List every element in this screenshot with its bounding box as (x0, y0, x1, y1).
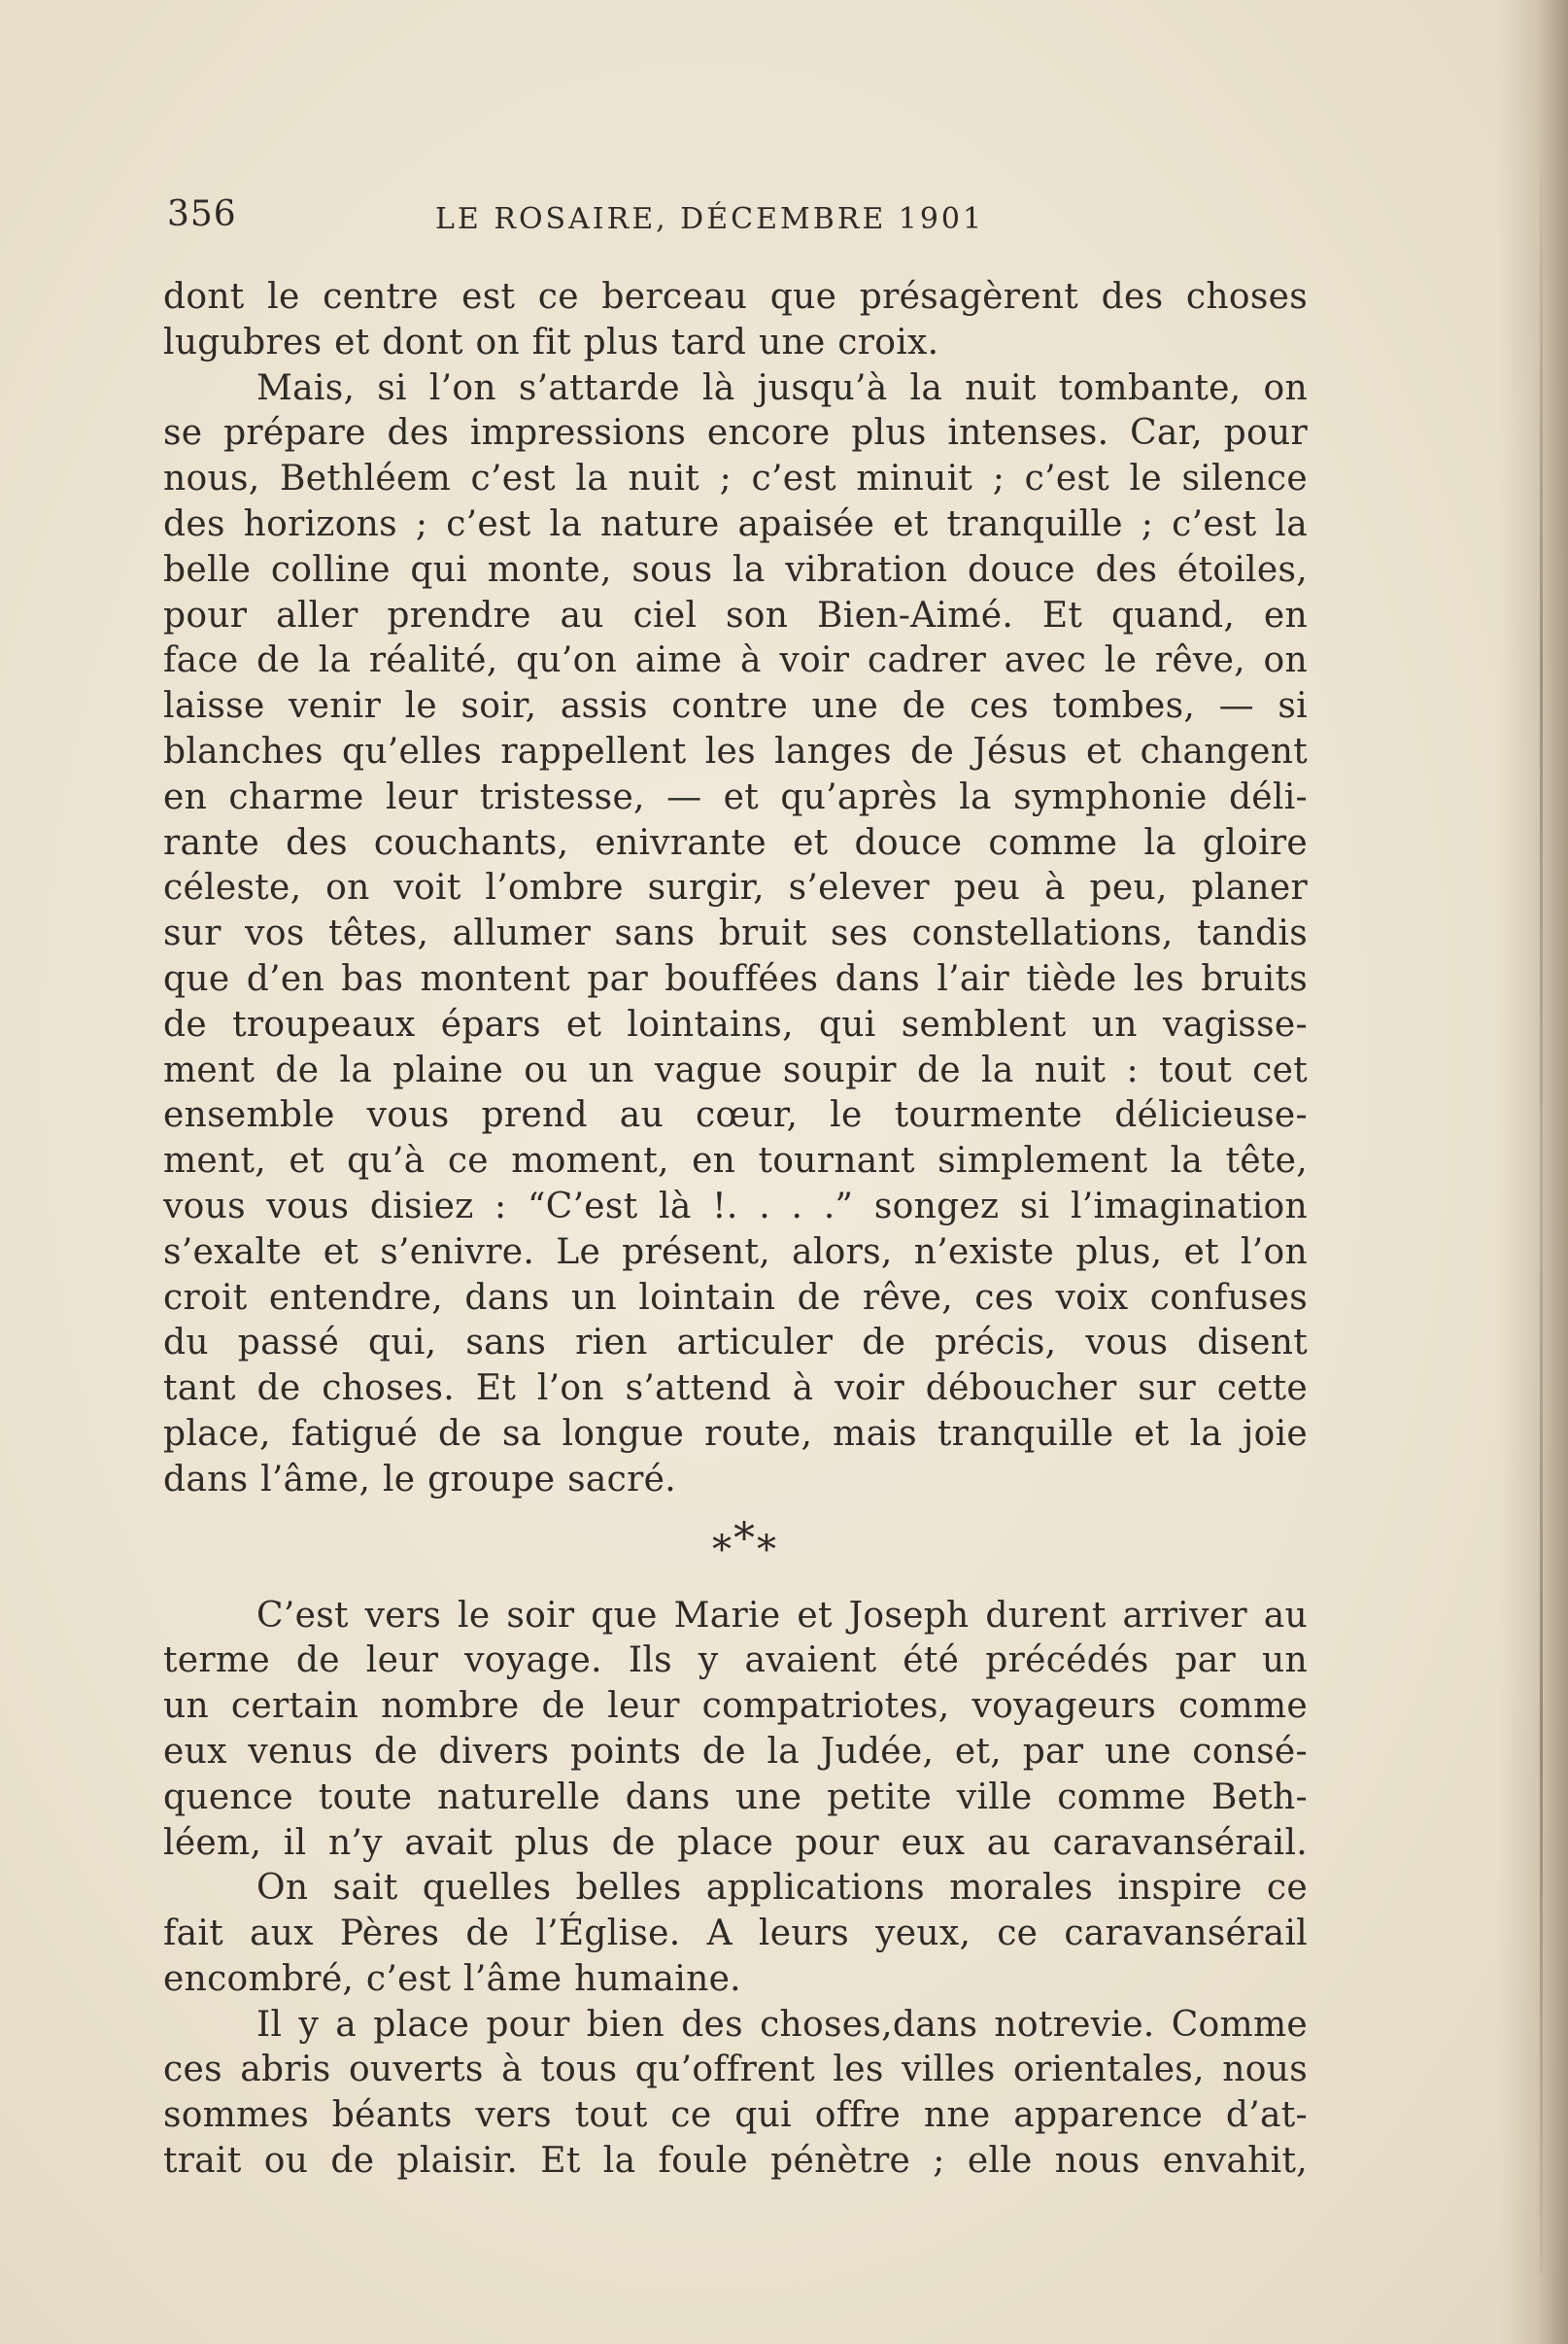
text-line: laisse venir le soir, assis contre une de ces tombes, — si (163, 686, 1308, 727)
page-header (167, 194, 1304, 253)
running-title: LE ROSAIRE, DÉCEMBRE 1901 (435, 202, 985, 236)
text-line: ment de la plaine ou un vague soupir de la nuit : tout cet (163, 1050, 1308, 1090)
text-line: dont le centre est ce berceau que présagèrent des choses (163, 277, 1308, 317)
text-line: Mais, si l’on s’attarde là jusqu’à la nuit tombante, on (256, 367, 1308, 408)
text-line: du passé qui, sans rien articuler de précis, vous disent (163, 1323, 1308, 1363)
text-line: nous, Bethléem c’est la nuit ; c’est minuit ; c’est le silence (163, 459, 1308, 500)
text-line: sommes béants vers tout ce qui offre nne apparence d’at- (163, 2095, 1308, 2136)
text-line: vous vous disiez : “C’est là !. . . .” songez si l’imagination (163, 1186, 1308, 1226)
text-line: se prépare des impressions encore plus intenses. Car, pour (163, 413, 1308, 454)
text-line: que d’en bas montent par bouffées dans l’air tiède les bruits (163, 958, 1308, 999)
text-line: sur vos têtes, allumer sans bruit ses constellations, tandis (163, 913, 1308, 954)
text-line: ces abris ouverts à tous qu’offrent les villes orientales, nous (163, 2050, 1308, 2090)
text-line: s’exalte et s’enivre. Le présent, alors, n’existe plus, et l’on (163, 1231, 1308, 1272)
text-line: On sait quelles belles applications morales inspire ce (256, 1868, 1308, 1909)
text-line: quence toute naturelle dans une petite ville comme Beth- (163, 1776, 1308, 1817)
text-section-2 (163, 1594, 1308, 2185)
text-line: tant de choses. Et l’on s’attend à voir déboucher sur cette (163, 1368, 1308, 1409)
text-line: rante des couchants, enivrante et douce comme la gloire (163, 822, 1308, 863)
text-line: fait aux Pères de l’Église. A leurs yeux, ce caravansérail (163, 1913, 1308, 1954)
text-line: encombré, c’est l’âme humaine. (163, 1958, 741, 1999)
text-line: croit entendre, dans un lointain de rêve, ces voix confuses (163, 1277, 1308, 1318)
text-line: pour aller prendre au ciel son Bien-Aimé. Et quand, en (163, 595, 1308, 636)
text-line: de troupeaux épars et lointains, qui semblent un vagisse- (163, 1004, 1308, 1045)
text-line: terme de leur voyage. Ils y avaient été précédés par un (163, 1640, 1308, 1681)
text-line: blanches qu’elles rappellent les langes de Jésus et changent (163, 731, 1308, 772)
page-edge-shadow (1500, 0, 1568, 2344)
text-line: lugubres et dont on fit plus tard une croix. (163, 322, 939, 362)
text-line: céleste, on voit l’ombre surgir, s’elever peu à peu, planer (163, 868, 1308, 909)
section-separator (163, 1503, 1308, 1594)
text-line: C’est vers le soir que Marie et Joseph durent arriver au (256, 1595, 1308, 1636)
asterisk-right: * (757, 1527, 778, 1572)
text-line: léem, il n’y avait plus de place pour eux au caravansérail. (163, 1822, 1308, 1863)
text-line: des horizons ; c’est la nature apaisée et tranquille ; c’est la (163, 503, 1308, 544)
page-binding-edge (1540, 136, 1543, 2274)
text-line: face de la réalité, qu’on aime à voir cadrer avec le rêve, on (163, 640, 1308, 681)
text-section-1 (163, 275, 1308, 1503)
text-line: belle colline qui monte, sous la vibration douce des étoiles, (163, 549, 1308, 590)
text-line: trait ou de plaisir. Et la foule pénètre ; elle nous envahit, (163, 2141, 1308, 2182)
text-line: en charme leur tristesse, — et qu’après la symphonie déli- (163, 776, 1308, 817)
text-line: Il y a place pour bien des choses,dans notrevie. Comme (256, 2004, 1308, 2045)
text-line: ment, et qu’à ce moment, en tournant simplement la tête, (163, 1141, 1308, 1182)
body-text (163, 275, 1308, 2185)
text-line: un certain nombre de leur compatriotes, voyageurs comme (163, 1686, 1308, 1727)
asterisk-middle: * (733, 1513, 757, 1564)
text-line: ensemble vous prend au cœur, le tourmente délicieuse- (163, 1095, 1308, 1136)
text-line: place, fatigué de sa longue route, mais tranquille et la joie (163, 1413, 1308, 1454)
text-line: eux venus de divers points de la Judée, et, par une consé- (163, 1731, 1308, 1772)
page-number: 356 (167, 194, 237, 234)
asterisk-left: * (712, 1527, 733, 1572)
text-line: dans l’âme, le groupe sacré. (163, 1459, 676, 1499)
